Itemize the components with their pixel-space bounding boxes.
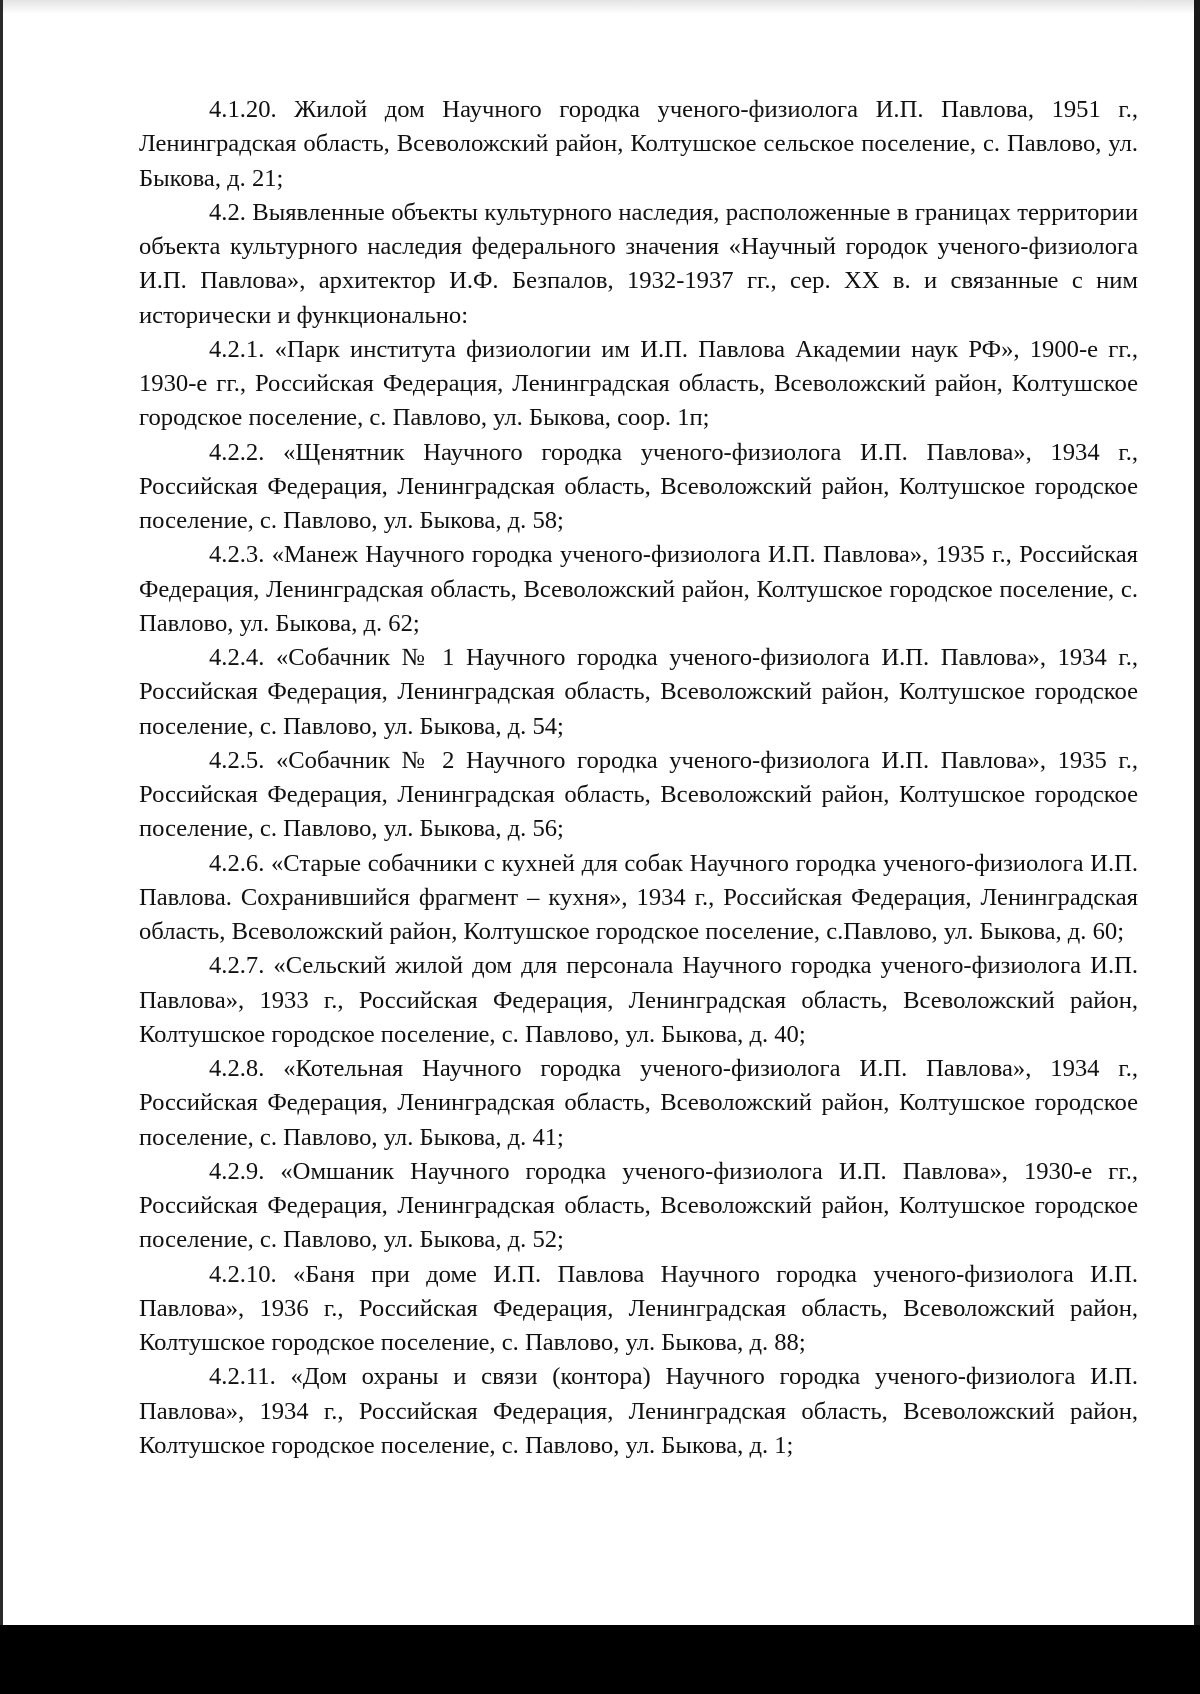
paragraph-4-2-9: 4.2.9. «Омшаник Научного городка ученого-физиолога И.П. Павлова», 1930-е гг., Российская Федерация, Ленинградская область, Всеволожский район, Колтушское городское поселение, с. Павлово, ул. Быкова, д. 52; xyxy=(139,1157,1138,1254)
paragraph-4-2-6: 4.2.6. «Старые собачники с кухней для собак Научного городка ученого-физиолога И.П. Павлова. Сохранившийся фрагмент – кухня», 1934 г., Российская Федерация, Ленинградская область, Всеволожский район, Колтушское городское поселение, с.Павлово, ул. Быкова, д. 60; xyxy=(139,849,1138,945)
scan-right-border xyxy=(1194,0,1200,1694)
paragraph-4-2-8: 4.2.8. «Котельная Научного городка ученого-физиолога И.П. Павлова», 1934 г., Российская Федерация, Ленинградская область, Всеволожский район, Колтушское городское поселение, с. Павлово, ул. Быкова, д. 41; xyxy=(139,1055,1138,1151)
scan-bottom-border xyxy=(0,1625,1200,1694)
document-body xyxy=(139,93,1138,1463)
paragraph-4-2-7: 4.2.7. «Сельский жилой дом для персонала Научного городка ученого-физиолога И.П. Павлова», 1933 г., Российская Федерация, Ленинградская область, Всеволожский район, Колтушское городское поселение, с. Павлово, ул. Быкова, д. 40; xyxy=(139,952,1138,1048)
paragraph-4-2-3: 4.2.3. «Манеж Научного городка ученого-физиолога И.П. Павлова», 1935 г., Российская Федерация, Ленинградская область, Всеволожский район, Колтушское городское поселение, с. Павлово, ул. Быкова, д. 62; xyxy=(139,541,1138,637)
paragraph-4-1-20: 4.1.20. Жилой дом Научного городка ученого-физиолога И.П. Павлова, 1951 г., Ленинградская область, Всеволожский район, Колтушское сельское поселение, с. Павлово, ул. Быкова, д. 21; xyxy=(139,96,1138,192)
paragraph-4-2-10: 4.2.10. «Баня при доме И.П. Павлова Научного городка ученого-физиолога И.П. Павлова», 1936 г., Российская Федерация, Ленинградская область, Всеволожский район, Колтушское городское поселение, с. Павлово, ул. Быкова, д. 88; xyxy=(139,1260,1138,1356)
paragraph-4-2-5: 4.2.5. «Собачник № 2 Научного городка ученого-физиолога И.П. Павлова», 1935 г., Российская Федерация, Ленинградская область, Всеволожский район, Колтушское городское поселение, с. Павлово, ул. Быкова, д. 56; xyxy=(139,746,1138,843)
paragraph-4-2-11: 4.2.11. «Дом охраны и связи (контора) Научного городка ученого-физиолога И.П. Павлова», 1934 г., Российская Федерация, Ленинградская область, Всеволожский район, Колтушское городское поселение, с. Павлово, ул. Быкова, д. 1; xyxy=(139,1363,1138,1459)
scan-left-border xyxy=(0,0,3,1694)
paragraph-4-2-4: 4.2.4. «Собачник № 1 Научного городка ученого-физиолога И.П. Павлова», 1934 г., Российская Федерация, Ленинградская область, Всеволожский район, Колтушское городское поселение, с. Павлово, ул. Быкова, д. 54; xyxy=(139,644,1138,740)
scan-top-shadow xyxy=(0,0,1200,14)
paragraph-4-2: 4.2. Выявленные объекты культурного наследия, расположенные в границах территории объекта культурного наследия федерального значения «Научный городок ученого-физиолога И.П. Павлова», архитектор И.Ф. Безпалов, 1932-1937 гг., сер. XX в. и связанные с ним исторически и функционально: xyxy=(139,198,1138,329)
paragraph-4-2-2: 4.2.2. «Щенятник Научного городка ученого-физиолога И.П. Павлова», 1934 г., Российская Федерация, Ленинградская область, Всеволожский район, Колтушское городское поселение, с. Павлово, ул. Быкова, д. 58; xyxy=(139,438,1138,534)
paragraph-4-2-1: 4.2.1. «Парк института физиологии им И.П. Павлова Академии наук РФ», 1900-е гг., 1930-е гг., Российская Федерация, Ленинградская область, Всеволожский район, Колтушское городское поселение, с. Павлово, ул. Быкова, соор. 1п; xyxy=(139,335,1138,432)
